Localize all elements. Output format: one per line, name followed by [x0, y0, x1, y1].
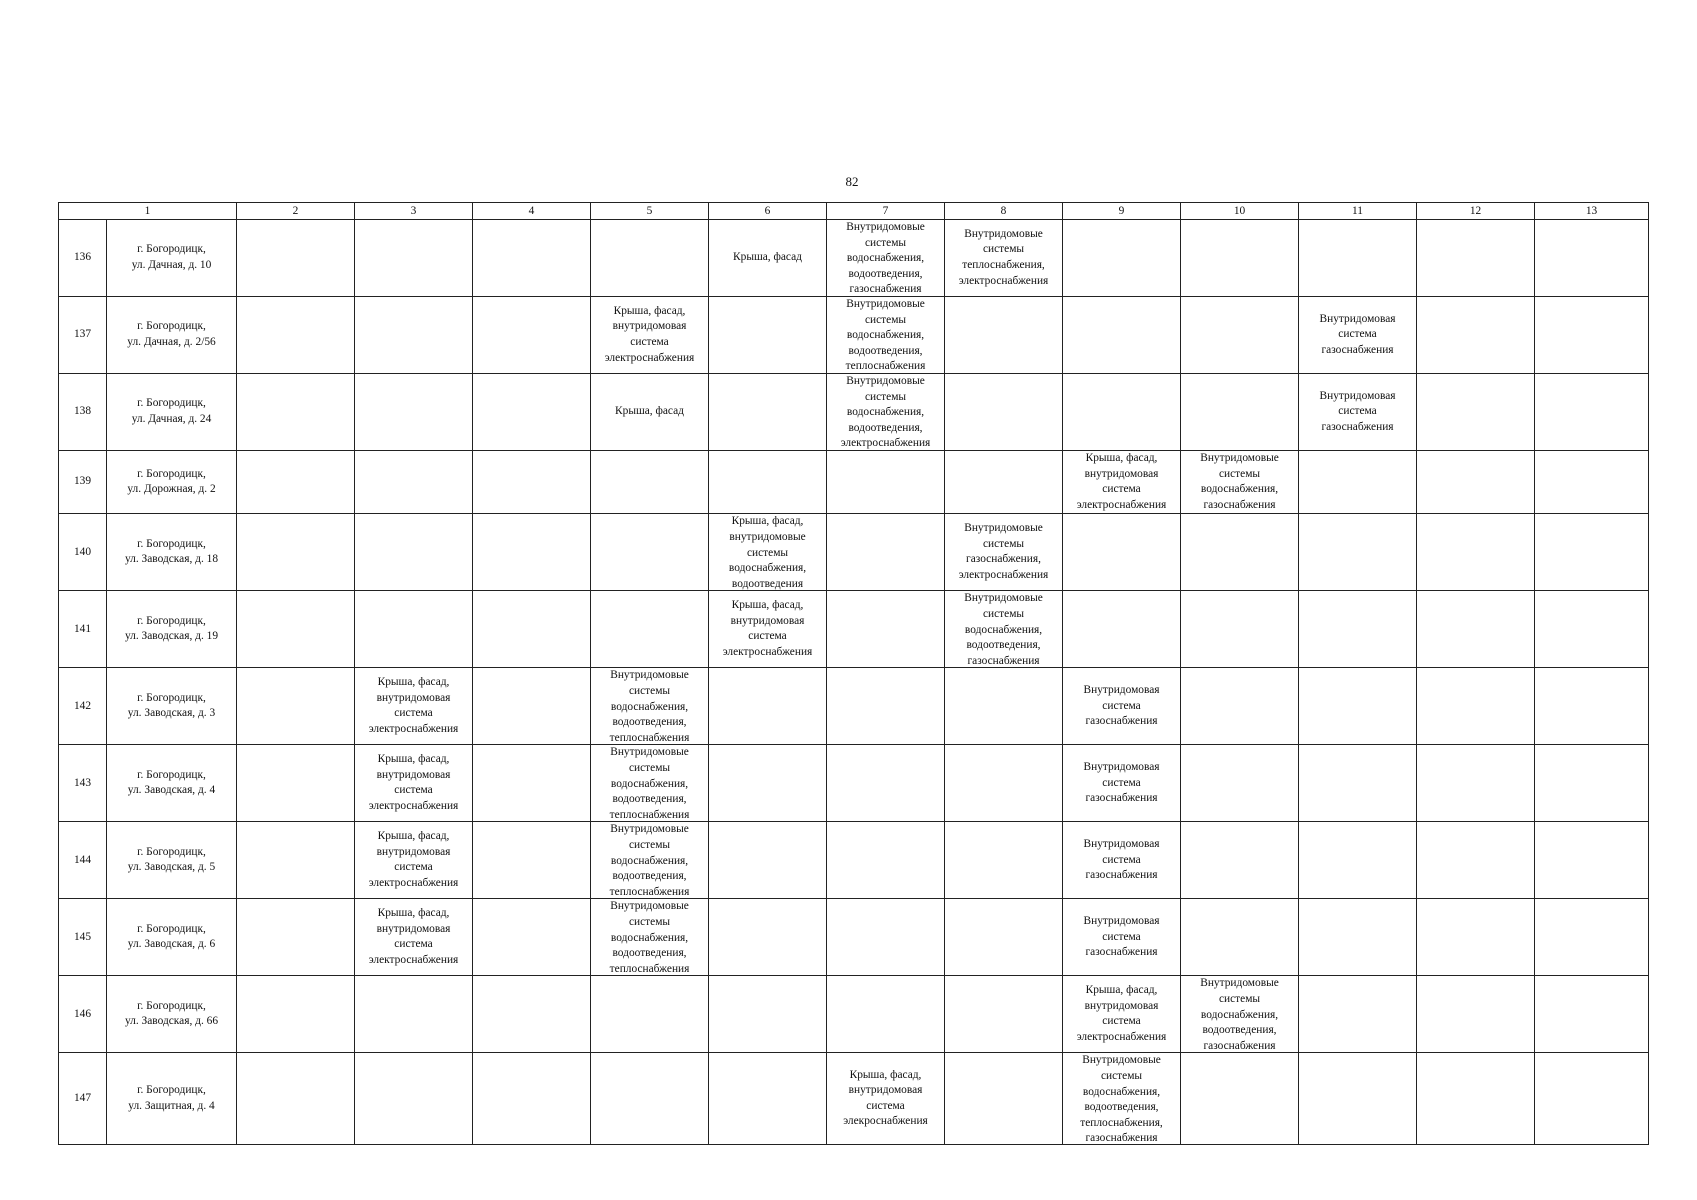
- work-cell-9: [1063, 668, 1181, 745]
- work-cell-11: [1299, 451, 1417, 514]
- work-cell-4: [473, 822, 591, 899]
- work-cell-5: [591, 297, 709, 374]
- address-text: г. Богородицк, ул. Заводская, д. 3: [127, 691, 216, 720]
- row-number-cell: [59, 976, 107, 1053]
- work-cell-9: [1063, 976, 1181, 1053]
- table-row: [59, 976, 1649, 1053]
- work-type-text: Внутридомовые системы водоснабжения, водоотведения, газоснабжения: [964, 592, 1043, 667]
- work-cell-5: [591, 220, 709, 297]
- work-cell-11: [1299, 822, 1417, 899]
- table-row: [59, 374, 1649, 451]
- work-cell-3: [355, 668, 473, 745]
- table-row: [59, 1053, 1649, 1145]
- work-cell-7: [827, 220, 945, 297]
- work-cell-9: [1063, 451, 1181, 514]
- row-number-cell: [59, 899, 107, 976]
- row-number-cell: [59, 451, 107, 514]
- work-type-text: Внутридомовые системы водоснабжения, водоотведения, газоснабжения: [1200, 977, 1279, 1052]
- work-cell-12: [1417, 514, 1535, 591]
- work-cell-3: [355, 591, 473, 668]
- work-cell-2: [237, 899, 355, 976]
- work-cell-10: [1181, 976, 1299, 1053]
- work-cell-13: [1535, 899, 1649, 976]
- table-row: [59, 220, 1649, 297]
- row-number: 138: [73, 405, 92, 418]
- work-type-text: Внутридомовая система газоснабжения: [1083, 837, 1160, 882]
- work-cell-4: [473, 668, 591, 745]
- work-type-text: Крыша, фасад, внутридомовая система электроснабжения: [1076, 984, 1167, 1043]
- work-type-text: Внутридомовые системы водоснабжения, водоотведения, теплоснабжения: [609, 669, 690, 744]
- row-number: 139: [73, 475, 92, 488]
- page-number: 82: [845, 174, 859, 189]
- work-cell-11: [1299, 374, 1417, 451]
- work-cell-11: [1299, 514, 1417, 591]
- work-cell-2: [237, 745, 355, 822]
- work-cell-4: [473, 976, 591, 1053]
- work-type-text: Внутридомовые системы водоснабжения, водоотведения, теплоснабжения: [609, 823, 690, 898]
- column-header-11: 11: [1299, 203, 1417, 220]
- work-type-text: Внутридомовые системы водоснабжения, водоотведения, газоснабжения: [846, 221, 925, 296]
- address-text: г. Богородицк, ул. Заводская, д. 66: [124, 999, 219, 1028]
- work-cell-8: [945, 451, 1063, 514]
- work-cell-6: [709, 514, 827, 591]
- address-text: г. Богородицк, ул. Дачная, д. 10: [131, 243, 212, 271]
- address-cell: [107, 822, 237, 899]
- work-cell-3: [355, 220, 473, 297]
- work-cell-3: [355, 745, 473, 822]
- work-cell-9: [1063, 745, 1181, 822]
- work-cell-2: [237, 822, 355, 899]
- work-cell-6: [709, 1053, 827, 1145]
- work-type-text: Внутридомовые системы водоснабжения, водоотведения, теплоснабжения: [609, 746, 690, 821]
- address-cell: [107, 899, 237, 976]
- work-cell-13: [1535, 514, 1649, 591]
- work-cell-7: [827, 374, 945, 451]
- work-cell-11: [1299, 745, 1417, 822]
- address-cell: [107, 374, 237, 451]
- work-cell-5: [591, 514, 709, 591]
- work-cell-10: [1181, 899, 1299, 976]
- work-cell-8: [945, 591, 1063, 668]
- work-cell-3: [355, 822, 473, 899]
- work-type-text: Крыша, фасад, внутридомовая система электроснабжения: [368, 753, 459, 812]
- work-cell-9: [1063, 220, 1181, 297]
- column-header-7: 7: [827, 203, 945, 220]
- row-number-cell: [59, 220, 107, 297]
- work-cell-4: [473, 745, 591, 822]
- work-type-text: Внутридомовые системы водоснабжения, водоотведения, теплоснабжения: [609, 900, 690, 975]
- address-text: г. Богородицк, ул. Защитная, д. 4: [128, 1084, 215, 1112]
- work-cell-10: [1181, 591, 1299, 668]
- work-cell-9: [1063, 822, 1181, 899]
- work-cell-7: [827, 451, 945, 514]
- work-cell-5: [591, 976, 709, 1053]
- work-cell-13: [1535, 220, 1649, 297]
- work-cell-6: [709, 745, 827, 822]
- work-cell-13: [1535, 1053, 1649, 1145]
- work-cell-3: [355, 514, 473, 591]
- table-row: [59, 451, 1649, 514]
- work-cell-2: [237, 451, 355, 514]
- work-cell-12: [1417, 591, 1535, 668]
- work-type-text: Внутридомовая система газоснабжения: [1319, 389, 1396, 433]
- work-cell-12: [1417, 374, 1535, 451]
- work-cell-8: [945, 899, 1063, 976]
- work-cell-13: [1535, 822, 1649, 899]
- address-text: г. Богородицк, ул. Дачная, д. 24: [131, 397, 212, 425]
- work-cell-12: [1417, 976, 1535, 1053]
- column-header-5: 5: [591, 203, 709, 220]
- address-text: г. Богородицк, ул. Заводская, д. 6: [127, 922, 216, 951]
- table-row: [59, 745, 1649, 822]
- work-cell-11: [1299, 220, 1417, 297]
- work-cell-12: [1417, 822, 1535, 899]
- work-cell-7: [827, 899, 945, 976]
- address-cell: [107, 514, 237, 591]
- work-cell-10: [1181, 451, 1299, 514]
- work-type-text: Крыша, фасад, внутридомовая система электроснабжения: [1076, 452, 1167, 511]
- work-cell-12: [1417, 220, 1535, 297]
- address-text: г. Богородицк, ул. Заводская, д. 4: [127, 768, 216, 797]
- work-cell-13: [1535, 297, 1649, 374]
- table-row: [59, 591, 1649, 668]
- work-type-text: Внутридомовая система газоснабжения: [1083, 760, 1160, 805]
- column-header-9: 9: [1063, 203, 1181, 220]
- address-text: г. Богородицк, ул. Дорожная, д. 2: [127, 467, 216, 496]
- work-cell-11: [1299, 297, 1417, 374]
- work-cell-2: [237, 220, 355, 297]
- row-number-cell: [59, 822, 107, 899]
- table-row: [59, 899, 1649, 976]
- column-header-8: 8: [945, 203, 1063, 220]
- work-cell-10: [1181, 745, 1299, 822]
- work-cell-7: [827, 297, 945, 374]
- repair-schedule-table: [58, 202, 1649, 1145]
- column-header-10: 10: [1181, 203, 1299, 220]
- work-cell-2: [237, 374, 355, 451]
- work-cell-9: [1063, 591, 1181, 668]
- work-cell-5: [591, 591, 709, 668]
- work-cell-2: [237, 591, 355, 668]
- column-header-13: 13: [1535, 203, 1649, 220]
- work-cell-11: [1299, 591, 1417, 668]
- work-cell-3: [355, 451, 473, 514]
- work-type-text: Внутридомовые системы водоснабжения, водоотведения, теплоснабжения, газоснабжения: [1080, 1054, 1163, 1145]
- work-type-text: Крыша, фасад, внутридомовая система электроснабжения: [368, 830, 459, 889]
- address-cell: [107, 297, 237, 374]
- row-number: 144: [73, 853, 92, 866]
- work-cell-13: [1535, 451, 1649, 514]
- work-cell-9: [1063, 514, 1181, 591]
- address-cell: [107, 745, 237, 822]
- work-cell-6: [709, 220, 827, 297]
- work-cell-8: [945, 976, 1063, 1053]
- column-header-12: 12: [1417, 203, 1535, 220]
- work-cell-9: [1063, 899, 1181, 976]
- work-cell-5: [591, 1053, 709, 1145]
- row-number-cell: [59, 745, 107, 822]
- work-cell-5: [591, 451, 709, 514]
- work-cell-2: [237, 297, 355, 374]
- table-body: [59, 220, 1649, 1145]
- work-cell-12: [1417, 668, 1535, 745]
- work-cell-4: [473, 514, 591, 591]
- column-header-4: 4: [473, 203, 591, 220]
- address-text: г. Богородицк, ул. Дачная, д. 2/56: [127, 320, 216, 348]
- work-cell-4: [473, 297, 591, 374]
- address-text: г. Богородицк, ул. Заводская, д. 18: [124, 537, 219, 566]
- work-cell-7: [827, 514, 945, 591]
- work-cell-10: [1181, 822, 1299, 899]
- work-cell-3: [355, 297, 473, 374]
- address-cell: [107, 220, 237, 297]
- work-type-text: Внутридомовая система газоснабжения: [1083, 683, 1160, 728]
- work-cell-11: [1299, 899, 1417, 976]
- work-cell-10: [1181, 668, 1299, 745]
- work-cell-7: [827, 668, 945, 745]
- work-cell-5: [591, 374, 709, 451]
- address-cell: [107, 451, 237, 514]
- work-cell-12: [1417, 451, 1535, 514]
- column-header-3: 3: [355, 203, 473, 220]
- work-type-text: Крыша, фасад, внутридомовая система электроснабжения: [604, 304, 695, 364]
- column-header-1: 1: [59, 203, 237, 220]
- work-type-text: Крыша, фасад, внутридомовая система электроснабжения: [368, 907, 459, 966]
- work-cell-3: [355, 976, 473, 1053]
- work-cell-13: [1535, 976, 1649, 1053]
- row-number: 147: [73, 1092, 92, 1105]
- row-number-cell: [59, 297, 107, 374]
- address-cell: [107, 976, 237, 1053]
- work-type-text: Внутридомовые системы водоснабжения, водоотведения, теплоснабжения: [845, 298, 926, 373]
- work-cell-13: [1535, 668, 1649, 745]
- work-type-text: Внутридомовые системы водоснабжения, газоснабжения: [1200, 452, 1279, 511]
- work-cell-8: [945, 822, 1063, 899]
- work-cell-8: [945, 514, 1063, 591]
- work-cell-8: [945, 668, 1063, 745]
- work-cell-11: [1299, 668, 1417, 745]
- work-cell-3: [355, 374, 473, 451]
- work-type-text: Внутридомовые системы теплоснабжения, электроснабжения: [958, 227, 1049, 287]
- work-cell-4: [473, 220, 591, 297]
- row-number-cell: [59, 668, 107, 745]
- work-cell-8: [945, 220, 1063, 297]
- work-cell-4: [473, 1053, 591, 1145]
- work-cell-6: [709, 374, 827, 451]
- work-cell-2: [237, 514, 355, 591]
- row-number-cell: [59, 514, 107, 591]
- work-cell-9: [1063, 297, 1181, 374]
- address-cell: [107, 668, 237, 745]
- work-cell-4: [473, 374, 591, 451]
- address-text: г. Богородицк, ул. Заводская, д. 5: [127, 845, 216, 874]
- address-cell: [107, 591, 237, 668]
- work-cell-5: [591, 822, 709, 899]
- row-number-cell: [59, 1053, 107, 1145]
- work-cell-2: [237, 1053, 355, 1145]
- table-header-row: [59, 203, 1649, 220]
- work-cell-8: [945, 745, 1063, 822]
- work-cell-8: [945, 374, 1063, 451]
- column-header-2: 2: [237, 203, 355, 220]
- work-cell-6: [709, 822, 827, 899]
- work-cell-7: [827, 1053, 945, 1145]
- work-cell-7: [827, 976, 945, 1053]
- work-cell-6: [709, 668, 827, 745]
- work-cell-10: [1181, 297, 1299, 374]
- work-cell-5: [591, 668, 709, 745]
- work-cell-2: [237, 976, 355, 1053]
- work-cell-6: [709, 899, 827, 976]
- work-cell-8: [945, 297, 1063, 374]
- work-cell-7: [827, 745, 945, 822]
- work-type-text: Внутридомовая система газоснабжения: [1083, 914, 1160, 959]
- row-number: 140: [73, 545, 92, 558]
- row-number-cell: [59, 591, 107, 668]
- work-cell-10: [1181, 514, 1299, 591]
- work-cell-13: [1535, 374, 1649, 451]
- row-number-cell: [59, 374, 107, 451]
- work-cell-6: [709, 976, 827, 1053]
- work-type-text: Крыша, фасад: [733, 251, 802, 264]
- work-cell-5: [591, 745, 709, 822]
- work-cell-7: [827, 822, 945, 899]
- work-type-text: Крыша, фасад, внутридомовая система элекроснабжения: [843, 1068, 928, 1128]
- row-number: 137: [73, 328, 92, 341]
- work-type-text: Крыша, фасад, внутридомовая система электроснабжения: [722, 599, 813, 658]
- address-text: г. Богородицк, ул. Заводская, д. 19: [124, 614, 219, 643]
- table-row: [59, 297, 1649, 374]
- work-cell-11: [1299, 1053, 1417, 1145]
- work-type-text: Крыша, фасад, внутридомовые системы водоснабжения, водоотведения: [728, 515, 807, 590]
- work-type-text: Внутридомовая система газоснабжения: [1319, 312, 1396, 356]
- table-row: [59, 514, 1649, 591]
- address-cell: [107, 1053, 237, 1145]
- work-cell-5: [591, 899, 709, 976]
- work-cell-3: [355, 899, 473, 976]
- row-number: 141: [73, 622, 92, 635]
- row-number: 145: [73, 930, 92, 943]
- work-cell-6: [709, 451, 827, 514]
- work-cell-2: [237, 668, 355, 745]
- work-cell-13: [1535, 745, 1649, 822]
- work-cell-12: [1417, 745, 1535, 822]
- work-cell-7: [827, 591, 945, 668]
- work-cell-10: [1181, 220, 1299, 297]
- row-number: 143: [73, 776, 92, 789]
- row-number: 142: [73, 699, 92, 712]
- work-cell-12: [1417, 1053, 1535, 1145]
- row-number: 136: [73, 251, 92, 264]
- work-cell-13: [1535, 591, 1649, 668]
- work-cell-9: [1063, 1053, 1181, 1145]
- row-number: 146: [73, 1007, 92, 1020]
- work-cell-9: [1063, 374, 1181, 451]
- work-cell-11: [1299, 976, 1417, 1053]
- work-cell-6: [709, 591, 827, 668]
- work-type-text: Крыша, фасад: [615, 405, 684, 418]
- work-cell-3: [355, 1053, 473, 1145]
- work-cell-4: [473, 451, 591, 514]
- table-row: [59, 822, 1649, 899]
- work-type-text: Внутридомовые системы водоснабжения, водоотведения, электроснабжения: [840, 375, 931, 450]
- work-cell-4: [473, 899, 591, 976]
- work-cell-10: [1181, 374, 1299, 451]
- table-row: [59, 668, 1649, 745]
- work-cell-10: [1181, 1053, 1299, 1145]
- work-cell-12: [1417, 899, 1535, 976]
- work-type-text: Крыша, фасад, внутридомовая система электроснабжения: [368, 676, 459, 735]
- work-cell-4: [473, 591, 591, 668]
- column-header-6: 6: [709, 203, 827, 220]
- work-cell-12: [1417, 297, 1535, 374]
- work-type-text: Внутридомовые системы газоснабжения, электроснабжения: [958, 522, 1049, 581]
- work-cell-8: [945, 1053, 1063, 1145]
- work-cell-6: [709, 297, 827, 374]
